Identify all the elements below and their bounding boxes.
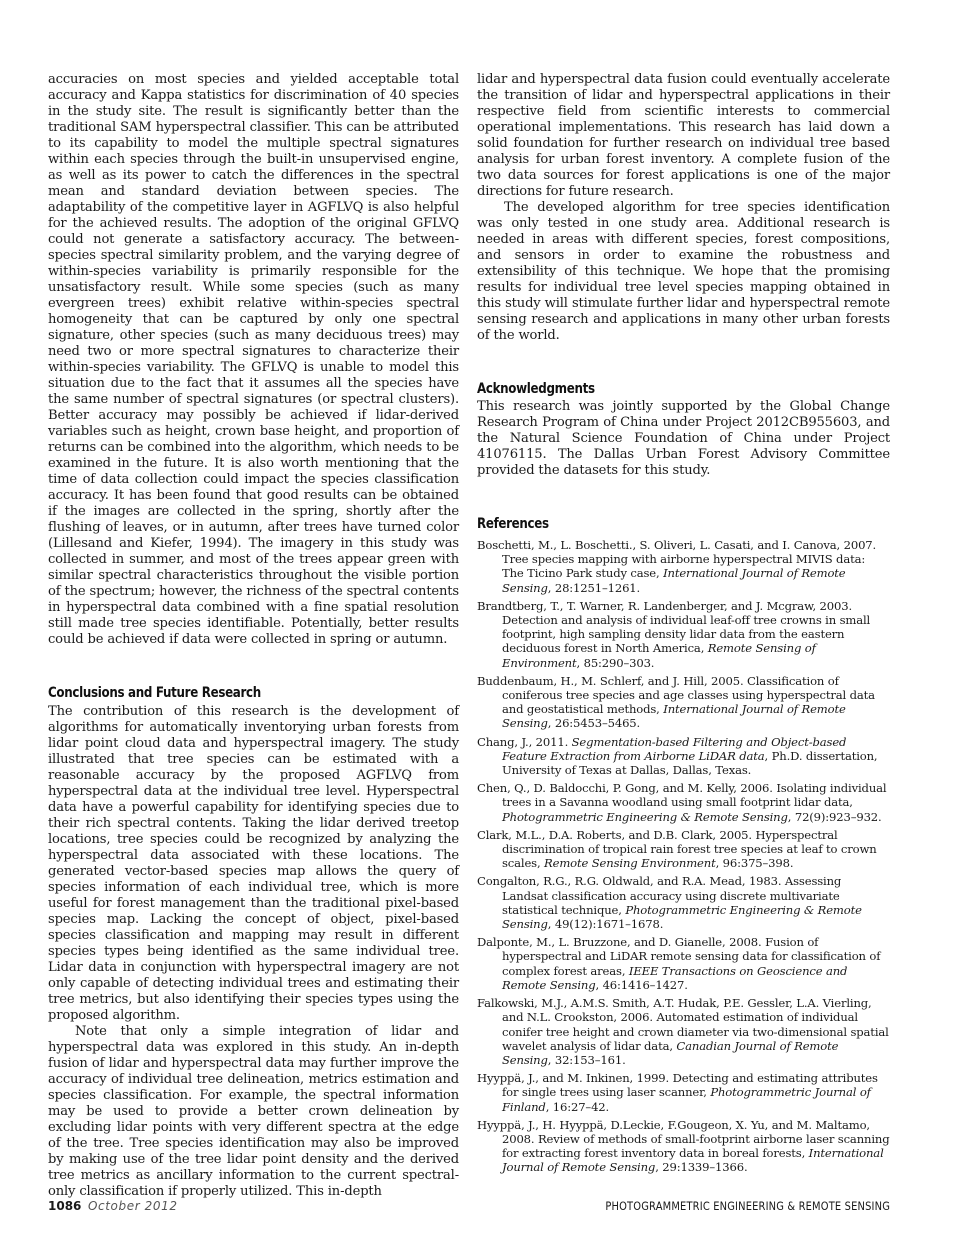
reference-tail: , 49(12):1671–1678. [547, 917, 664, 932]
reference-journal: Remote Sensing Environment [544, 856, 716, 871]
reference-journal: Photogrammetric Journal of Finland [502, 1085, 871, 1114]
body-paragraph: accuracies on most species and yielded acceptable total accuracy and Kappa statistics for discrimination of 40 species in the study site. The result is significantly better than the traditional SAM hyperspectral classifier. This can be attributed to its capability to model the multiple spectral signatures within each species through the built-in unsupervised engine, as well as its power to catch the differences in the spectral mean and standard deviation between species. The adaptability of the competitive layer in AGFLVQ is also helpful for the achieved results. The adoption of the original GFLVQ could not generate a satisfactory accuracy. The between-species spectral similarity problem, and the varying degree of within-species variability is primarily responsible for the unsatisfactory result. While some species (such as many evergreen trees) exhibit relative within-species spectral homogeneity that can be captured by only one spectral signature, other species (such as many deciduous trees) may need two or more spectral signatures to characterize their within-species variability. The GFLVQ is unable to model this situation due to the fact that it assumes all the species have the same number of spectral signatures (or spectral clusters). Better accuracy may possibly be achieved if lidar-derived variables such as height, crown base height, and proportion of returns can be combined into the algorithm, which needs to be examined in the future. It is also worth mentioning that the time of data collection could impact the species classification accuracy. It has been found that good results can be obtained if the images are collected in the spring, shortly after the flushing of leaves, or in autumn, after trees have turned color (Lillesand and Kiefer, 1994). The imagery in this study was collected in summer, and most of the trees appear green with similar spectral characteristics throughout the visible portion of the spectrum; however, the richness of the spectral contents in hyperspectral data combined with a fine spatial resolution still made tree species identifiable. Potentially, better results could be achieved if data were collected in spring or autumn. [48, 72, 459, 647]
body-paragraph: The developed algorithm for tree species identification was only tested in one study area. Additional research is needed in areas with different species, forest compositions, and sensors in order to examine the robustness and extensibility of this technique. We hope that the promising results for individual tree level species mapping obtained in this study will stimulate further lidar and hyperspectral remote sensing research and applications in many other urban forests of the world. [477, 200, 890, 343]
reference-tail: , 85:290–303. [576, 655, 655, 670]
reference-journal: International Journal of Remote Sensing [502, 1146, 884, 1175]
reference-journal: Segmentation-based Filtering and Object-based Feature Extraction from Airborne LiDAR data [502, 734, 847, 763]
issue-date: October 2012 [88, 1199, 178, 1213]
reference-text: Chen, Q., D. Baldocchi, P. Gong, and M. Kelly, 2006. Isolating individual trees in a Savanna woodland using small footprint lidar data, [477, 781, 887, 810]
reference-journal: IEEE Transactions on Geoscience and Remote Sensing [502, 963, 848, 992]
reference-journal: Photogrammetric Engineering & Remote Sensing [502, 902, 862, 932]
reference-item [477, 874, 890, 931]
left-column [48, 72, 459, 1200]
reference-tail: , 28:1251–1261. [547, 580, 641, 595]
reference-tail: , 46:1416–1427. [595, 977, 688, 992]
reference-tail: , Ph.D. dissertation, University of Texas at Dallas, Dallas, Texas. [502, 748, 878, 778]
section-heading-references: References [477, 516, 549, 532]
reference-item [477, 781, 890, 824]
body-paragraph: The contribution of this research is the development of algorithms for automatically inventorying urban forests from lidar point cloud data and hyperspectral imagery. The study illustrated that tree species can be estimated with a reasonable accuracy by the proposed AGFLVQ from hyperspectral data at the individual tree level. Hyperspectral data have a powerful capability for identifying species due to their rich spectral contents. Taking the lidar derived treetop locations, tree species could be recognized by analyzing the hyperspectral data associated with these locations. The generated vector-based species map allows the query of species information of each individual tree, which is more useful for forest management than the traditional pixel-based species map. Lacking the concept of object, pixel-based species classification and mapping may result in different species types being identified as the same individual tree. Lidar data in conjunction with hyperspectral imagery are not only capable of detecting individual trees and estimating their tree metrics, but also identifying their species types using the proposed algorithm. [48, 704, 459, 1023]
page-footer [48, 1199, 890, 1219]
body-paragraph: Note that only a simple integration of lidar and hyperspectral data was explored in this study. An in-depth fusion of lidar and hyperspectral data may further improve the accuracy of individual tree delineation, metrics estimation and species classification. For example, the spectral information may be used to provide a better crown delineation by excluding lidar points with very different spectra at the edge of the tree. Tree species identification may also be improved by making use of the tree lidar point density and the derived tree metrics as ancillary information to the current spectral-only classification if properly utilized. This in-depth [48, 1024, 459, 1199]
reference-text: Buddenbaum, H., M. Schlerf, and J. Hill, 2005. Classification of coniferous tree species and age classes using hyperspectral data and geostatistical methods, [477, 673, 875, 717]
reference-tail: , 29:1339–1366. [655, 1160, 748, 1175]
reference-text: Dalponte, M., L. Bruzzone, and D. Gianelle, 2008. Fusion of hyperspectral and LiDAR remote sensing data for classification of complex forest areas, [477, 935, 881, 978]
reference-tail: , 16:27–42. [545, 1099, 610, 1114]
reference-tail: , 32:153–161. [547, 1052, 626, 1067]
reference-text: Clark, M.L., D.A. Roberts, and D.B. Clark, 2005. Hyperspectral discrimination of tropical rain forest tree species at leaf to crown scales, [477, 827, 877, 871]
reference-item [477, 1071, 890, 1114]
body-paragraph: lidar and hyperspectral data fusion could eventually accelerate the transition of lidar and hyperspectral applications in their respective field from scientific interests to commercial operational implementations. This research has laid down a solid foundation for further research on individual tree based analysis for urban forest inventory. A complete fusion of the two data sources for forest applications is one of the major directions for future research. [477, 72, 890, 199]
reference-journal: International Journal of Remote Sensing [502, 566, 846, 595]
reference-journal: Remote Sensing of Environment [502, 641, 816, 670]
reference-journal: Photogrammetric Engineering & Remote Sensing [502, 809, 788, 824]
reference-text: Boschetti, M., L. Boschetti., S. Oliveri, L. Casati, and I. Canova, 2007. Tree species mapping with airborne hyperspectral MIVIS data: The Ticino Park study case, [477, 538, 877, 581]
reference-item [477, 599, 890, 670]
reference-text: Hyyppä, J., and M. Inkinen, 1999. Detecting and estimating attributes for single trees using laser scanner, [477, 1071, 878, 1100]
section-heading-conclusions: Conclusions and Future Research [48, 685, 261, 701]
reference-item [477, 996, 890, 1067]
reference-list [477, 538, 890, 1175]
reference-tail: , 26:5453–5465. [547, 716, 641, 731]
right-column [477, 72, 890, 1179]
reference-tail: , 96:375–398. [715, 856, 794, 871]
reference-journal: Canadian Journal of Remote Sensing [502, 1038, 839, 1067]
acknowledgments-text: This research was jointly supported by the Global Change Research Program of China under Project 2012CB955603, and the Natural Science Foundation of China under Project 41076115. The Dallas Urban Forest Advisory Committee provided the datasets for this study. [477, 399, 890, 478]
reference-text: Chang, J., 2011. [477, 734, 572, 749]
journal-name: PHOTOGRAMMETRIC ENGINEERING & REMOTE SENSING [605, 1199, 890, 1213]
reference-item [477, 828, 890, 871]
page-number: 1086 [48, 1199, 82, 1213]
section-heading-acknowledgments: Acknowledgments [477, 381, 595, 397]
reference-tail: , 72(9):923–932. [787, 809, 882, 824]
reference-item [477, 674, 890, 731]
reference-item [477, 1118, 890, 1175]
reference-text: Brandtberg, T., T. Warner, R. Landenberger, and J. Mcgraw, 2003. Detection and analysis of individual leaf-off tree crowns in small footprint, high sampling density lidar data from the eastern deciduous forest in North America, [477, 598, 871, 656]
reference-item [477, 538, 890, 595]
reference-text: Hyyppä, J., H. Hyyppä, D.Leckie, F.Gougeon, X. Yu, and M. Maltamo, 2008. Review of methods of small-footprint airborne laser scanning for extracting forest inventory data in boreal forests, [477, 1117, 890, 1161]
reference-item [477, 735, 890, 778]
reference-text: Congalton, R.G., R.G. Oldwald, and R.A. Mead, 1983. Assessing Landsat classification accuracy using discrete multivariate statistical technique, [477, 874, 842, 917]
reference-item [477, 935, 890, 992]
reference-text: Falkowski, M.J., A.M.S. Smith, A.T. Hudak, P.E. Gessler, L.A. Vierling, and N.L. Crookston, 2006. Automated estimation of individual conifer tree height and crown diameter via two-dimensional spatial wavelet analysis of lidar data, [477, 996, 889, 1053]
reference-journal: International Journal of Remote Sensing [502, 702, 846, 731]
